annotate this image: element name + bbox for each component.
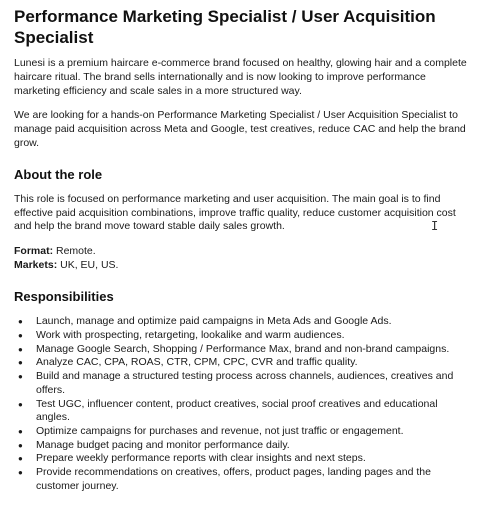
markets-label: Markets:	[14, 258, 58, 271]
job-description	[14, 6, 474, 494]
text-cursor-icon: I	[431, 219, 439, 233]
about-paragraph: This role is focused on performance marketing and user acquisition. The main goal is to find effective paid acquisition combinations, improve traffic quality, reduce customer acquisition cost and help the brand move toward stable daily sales growth.	[14, 192, 456, 233]
format-label: Format:	[14, 245, 54, 258]
list-item: ● Optimize campaigns for purchases and revenue, not just traffic or engagement.	[18, 425, 474, 439]
list-item: ● Work with prospecting, retargeting, lookalike and warm audiences.	[18, 329, 474, 343]
list-item: ● Test UGC, influencer content, product creatives, social proof creatives and educational angles.	[18, 398, 474, 425]
list-item: ● Manage budget pacing and monitor performance daily.	[18, 439, 474, 453]
list-item: ● Prepare weekly performance reports with clear insights and next steps.	[18, 452, 474, 466]
list-item: ● Launch, manage and optimize paid campaigns in Meta Ads and Google Ads.	[18, 315, 474, 329]
about-heading: About the role	[14, 166, 103, 182]
intro-paragraph-2: We are looking for a hands-on Performance Marketing Specialist / User Acquisition Specialist to manage paid acquisition across Meta and Google, test creatives, reduce CAC and help the brand grow.	[14, 109, 466, 149]
list-item: ● Manage Google Search, Shopping / Performance Max, brand and non-brand campaigns.	[18, 343, 474, 357]
list-item: ● Build and manage a structured testing process across channels, audiences, creatives and offers.	[18, 370, 474, 397]
format-line	[14, 245, 474, 259]
page-title: Performance Marketing Specialist / User Acquisition Specialist	[14, 7, 436, 47]
role-meta	[14, 245, 474, 272]
list-item: ● Provide recommendations on creatives, offers, product pages, landing pages and the customer journey.	[18, 466, 474, 493]
format-value: Remote.	[53, 245, 96, 258]
intro-paragraph-1: Lunesi is a premium haircare e-commerce brand focused on healthy, glowing hair and a complete haircare ritual. The brand sells internationally and is now looking to improve performance marketing efficiency and scale sales in a more structured way.	[14, 57, 467, 97]
responsibilities-list	[14, 315, 474, 493]
markets-line	[14, 259, 474, 273]
responsibilities-heading: Responsibilities	[14, 289, 114, 305]
markets-value: UK, EU, US.	[57, 258, 119, 271]
list-item: ● Analyze CAC, CPA, ROAS, CTR, CPM, CPC, CVR and traffic quality.	[18, 356, 474, 370]
